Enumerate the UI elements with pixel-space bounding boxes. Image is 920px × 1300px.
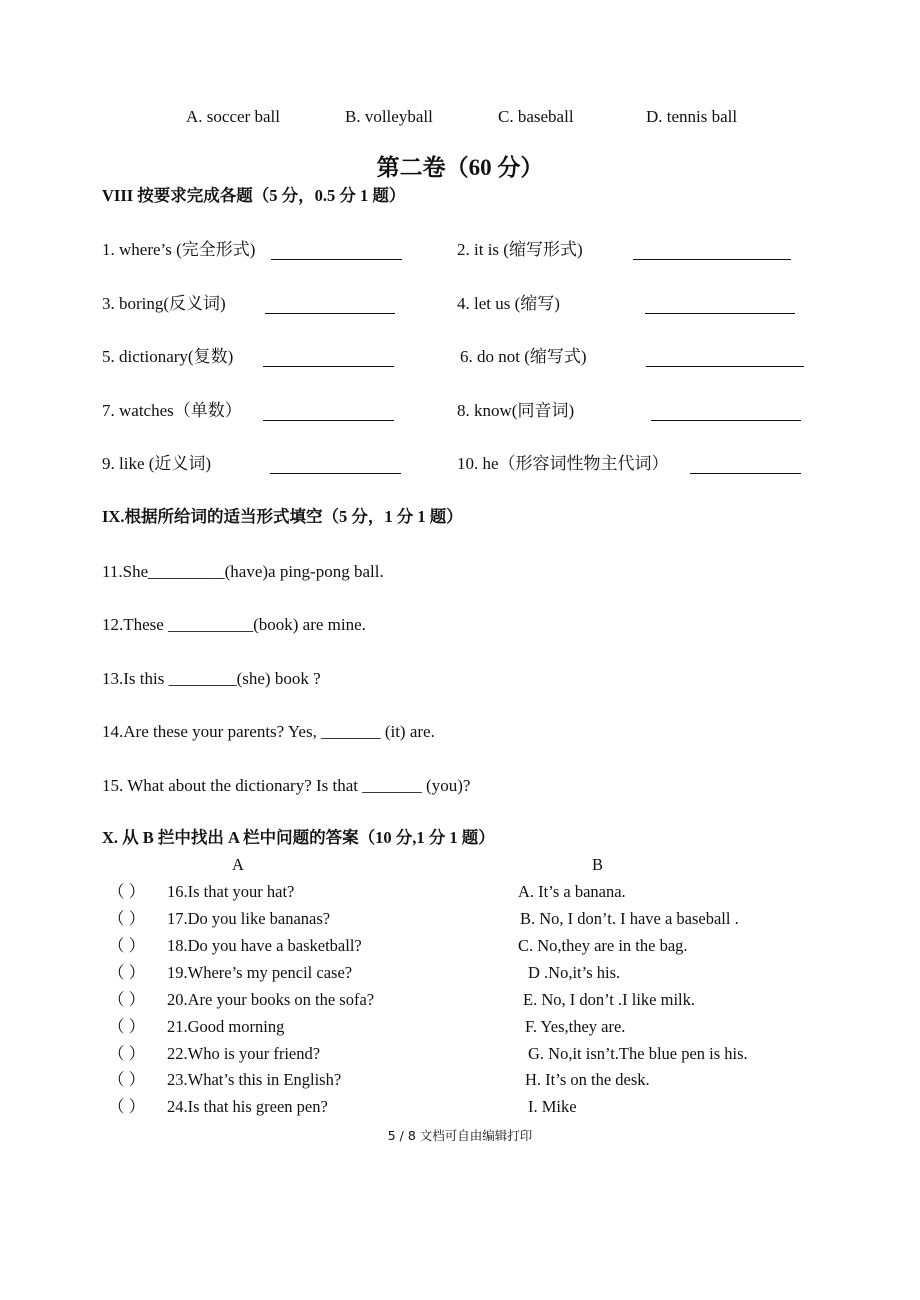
answer-paren[interactable]: （ ） <box>108 990 146 1009</box>
match-answer: E. No, I don’t .I like milk. <box>523 990 696 1009</box>
q2-answer-blank[interactable] <box>633 259 791 260</box>
match-question: 19.Where’s my pencil case? <box>167 963 353 982</box>
match-question: 20.Are your books on the sofa? <box>167 990 375 1009</box>
column-b-header: B <box>592 855 604 874</box>
q7-answer-blank[interactable] <box>263 420 394 421</box>
match-answer: A. It’s a banana. <box>518 882 626 901</box>
section-10-heading: X. 从 B 拦中找出 A 栏中问题的答案（10 分,1 分 1 题） <box>102 828 495 847</box>
page-footer: 5 / 8 文档可自由编辑打印 <box>387 1128 533 1143</box>
q10-answer-blank[interactable] <box>690 473 801 474</box>
match-answer: B. No, I don’t. I have a baseball . <box>520 909 739 928</box>
match-question: 23.What’s this in English? <box>167 1070 342 1089</box>
q13: 13.Is this ________(she) book ? <box>102 669 321 688</box>
q8-answer-blank[interactable] <box>651 420 801 421</box>
q5-label: 5. dictionary(复数) <box>102 347 234 366</box>
q4-answer-blank[interactable] <box>645 313 795 314</box>
match-question: 16.Is that your hat? <box>167 882 295 901</box>
q9-answer-blank[interactable] <box>270 473 401 474</box>
q10-label: 10. he（形容词性物主代词） <box>457 454 669 473</box>
answer-paren[interactable]: （ ） <box>108 963 146 982</box>
answer-paren[interactable]: （ ） <box>108 1044 146 1063</box>
match-question: 17.Do you like bananas? <box>167 909 331 928</box>
match-answer: G. No,it isn’t.The blue pen is his. <box>528 1044 748 1063</box>
answer-paren[interactable]: （ ） <box>108 1070 146 1089</box>
q9-label: 9. like (近义词) <box>102 454 212 473</box>
q6-label: 6. do not (缩写式) <box>460 347 587 366</box>
match-question: 22.Who is your friend? <box>167 1044 321 1063</box>
q15: 15. What about the dictionary? Is that _______ (you)? <box>102 776 471 795</box>
q3-answer-blank[interactable] <box>265 313 395 314</box>
answer-paren[interactable]: （ ） <box>108 1097 146 1116</box>
match-answer: H. It’s on the desk. <box>525 1070 650 1089</box>
q1-answer-blank[interactable] <box>271 259 402 260</box>
match-question: 24.Is that his green pen? <box>167 1097 328 1116</box>
option-b: B. volleyball <box>345 107 433 126</box>
option-c: C. baseball <box>498 107 574 126</box>
q6-answer-blank[interactable] <box>646 366 804 367</box>
match-answer: D .No,it’s his. <box>528 963 621 982</box>
answer-paren[interactable]: （ ） <box>108 1017 146 1036</box>
section-8-heading: VIII 按要求完成各题（5 分，0.5 分 1 题） <box>102 186 406 205</box>
section-9-heading: IX.根据所给词的适当形式填空（5 分，1 分 1 题） <box>102 507 463 526</box>
match-answer: F. Yes,they are. <box>525 1017 626 1036</box>
option-a: A. soccer ball <box>186 107 280 126</box>
answer-paren[interactable]: （ ） <box>108 936 146 955</box>
match-question: 18.Do you have a basketball? <box>167 936 362 955</box>
q14: 14.Are these your parents? Yes, _______ (it) are. <box>102 722 435 741</box>
match-answer: I. Mike <box>528 1097 577 1116</box>
q4-label: 4. let us (缩写) <box>457 294 560 313</box>
column-a-header: A <box>232 855 244 874</box>
q1-label: 1. where’s (完全形式) <box>102 240 256 259</box>
answer-paren[interactable]: （ ） <box>108 882 146 901</box>
q7-label: 7. watches（单数） <box>102 401 242 420</box>
q3-label: 3. boring(反义词) <box>102 294 226 313</box>
q5-answer-blank[interactable] <box>263 366 394 367</box>
match-question: 21.Good morning <box>167 1017 285 1036</box>
q12: 12.These __________(book) are mine. <box>102 615 366 634</box>
q11: 11.She_________(have)a ping-pong ball. <box>102 562 384 581</box>
answer-paren[interactable]: （ ） <box>108 909 146 928</box>
option-d: D. tennis ball <box>646 107 738 126</box>
part-title: 第二卷（60 分） <box>376 155 544 180</box>
q2-label: 2. it is (缩写形式) <box>457 240 583 259</box>
match-answer: C. No,they are in the bag. <box>518 936 688 955</box>
q8-label: 8. know(同音词) <box>457 401 575 420</box>
